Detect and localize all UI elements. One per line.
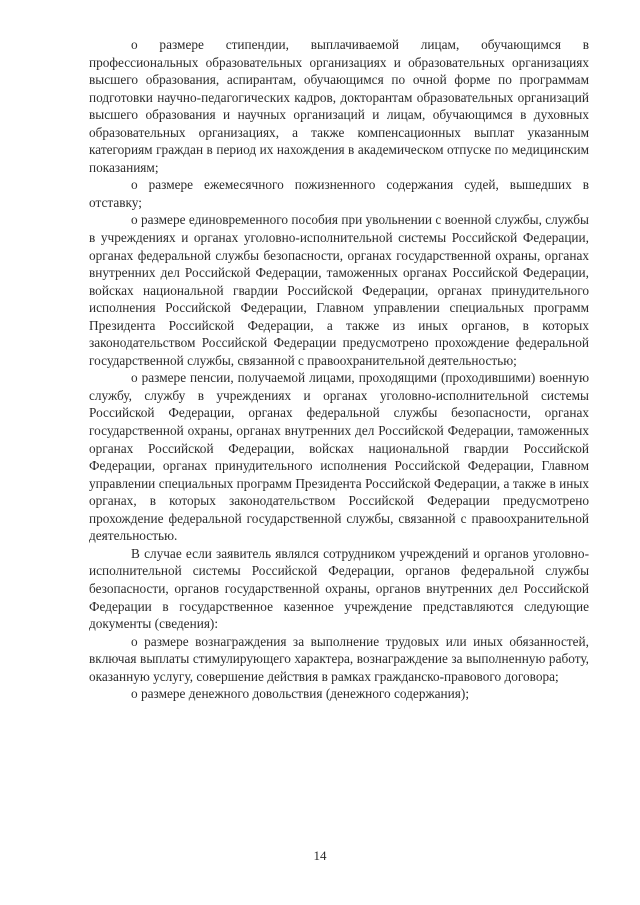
paragraph-remuneration: о размере вознаграждения за выполнение трудовых или иных обязанностей, включая выплаты стимулирующего характера, вознаграждение за выполненную работу, оказанную услугу, совершение действия в рамках гражданско-правового договора; — [89, 633, 589, 684]
paragraph-judges-allowance: о размере ежемесячного пожизненного содержания судей, вышедших в отставку; — [89, 177, 589, 210]
paragraph-allowance: о размере денежного довольствия (денежного содержания); — [131, 686, 470, 702]
paragraph-scholarship: о размере стипендии, выплачиваемой лицам, обучающимся в профессиональных образовательных организациях и образовательных организациях высшего образования, аспирантам, обучающимся по очной форме по программам подготовки научно-педагогических кадров, докторантам образовательных организаций высшего образования и научных организаций и лицам, обучающимся в духовных образовательных организациях, а также компенсационных выплат указанным категориям граждан в период их нахождения в академическом отпуске по медицинским показаниям; — [89, 37, 589, 175]
page-number: 14 — [313, 848, 327, 863]
paragraph-dismissal-benefit: о размере единовременного пособия при увольнении с военной службы, службы в учреждениях и органах уголовно-исполнительной системы Российской Федерации, органах федеральной службы безопасности, органах государственной охраны, органах внутренних дел Российской Федерации, таможенных органах Российской Федерации, войсках национальной гвардии Российской Федерации, органах принудительного исполнения Российской Федерации, Главном управлении специальных программ Президента Российской Федерации, а также из иных органов, в которых законодательством Российской Федерации предусмотрено прохождение федеральной государственной службы, связанной с правоохранительной деятельностью; — [89, 212, 589, 368]
paragraph-pension: о размере пенсии, получаемой лицами, проходящими (проходившими) военную службу, службу в учреждениях и органах уголовно-исполнительной системы Российской Федерации, органах федеральной службы безопасности, органах государственной охраны, органах внутренних дел Российской Федерации, таможенных органах Российской Федерации, войсках национальной гвардии Российской Федерации, органах принудительного исполнения Российской Федерации, Главном управлении специальных программ Президента Российской Федерации, а также в иных органах, в которых законодательством Российской Федерации предусмотрено прохождение федеральной государственной службы, связанной с правоохранительной деятельностью. — [89, 370, 589, 544]
document-body — [89, 36, 589, 703]
paragraph-employee-case: В случае если заявитель являлся сотрудником учреждений и органов уголовно-исполнительной системы Российской Федерации, органов федеральной службы безопасности, органов государственной охраны, органов внутренних дел Российской Федерации в государственное казенное учреждение представляются следующие документы (сведения): — [89, 545, 589, 632]
